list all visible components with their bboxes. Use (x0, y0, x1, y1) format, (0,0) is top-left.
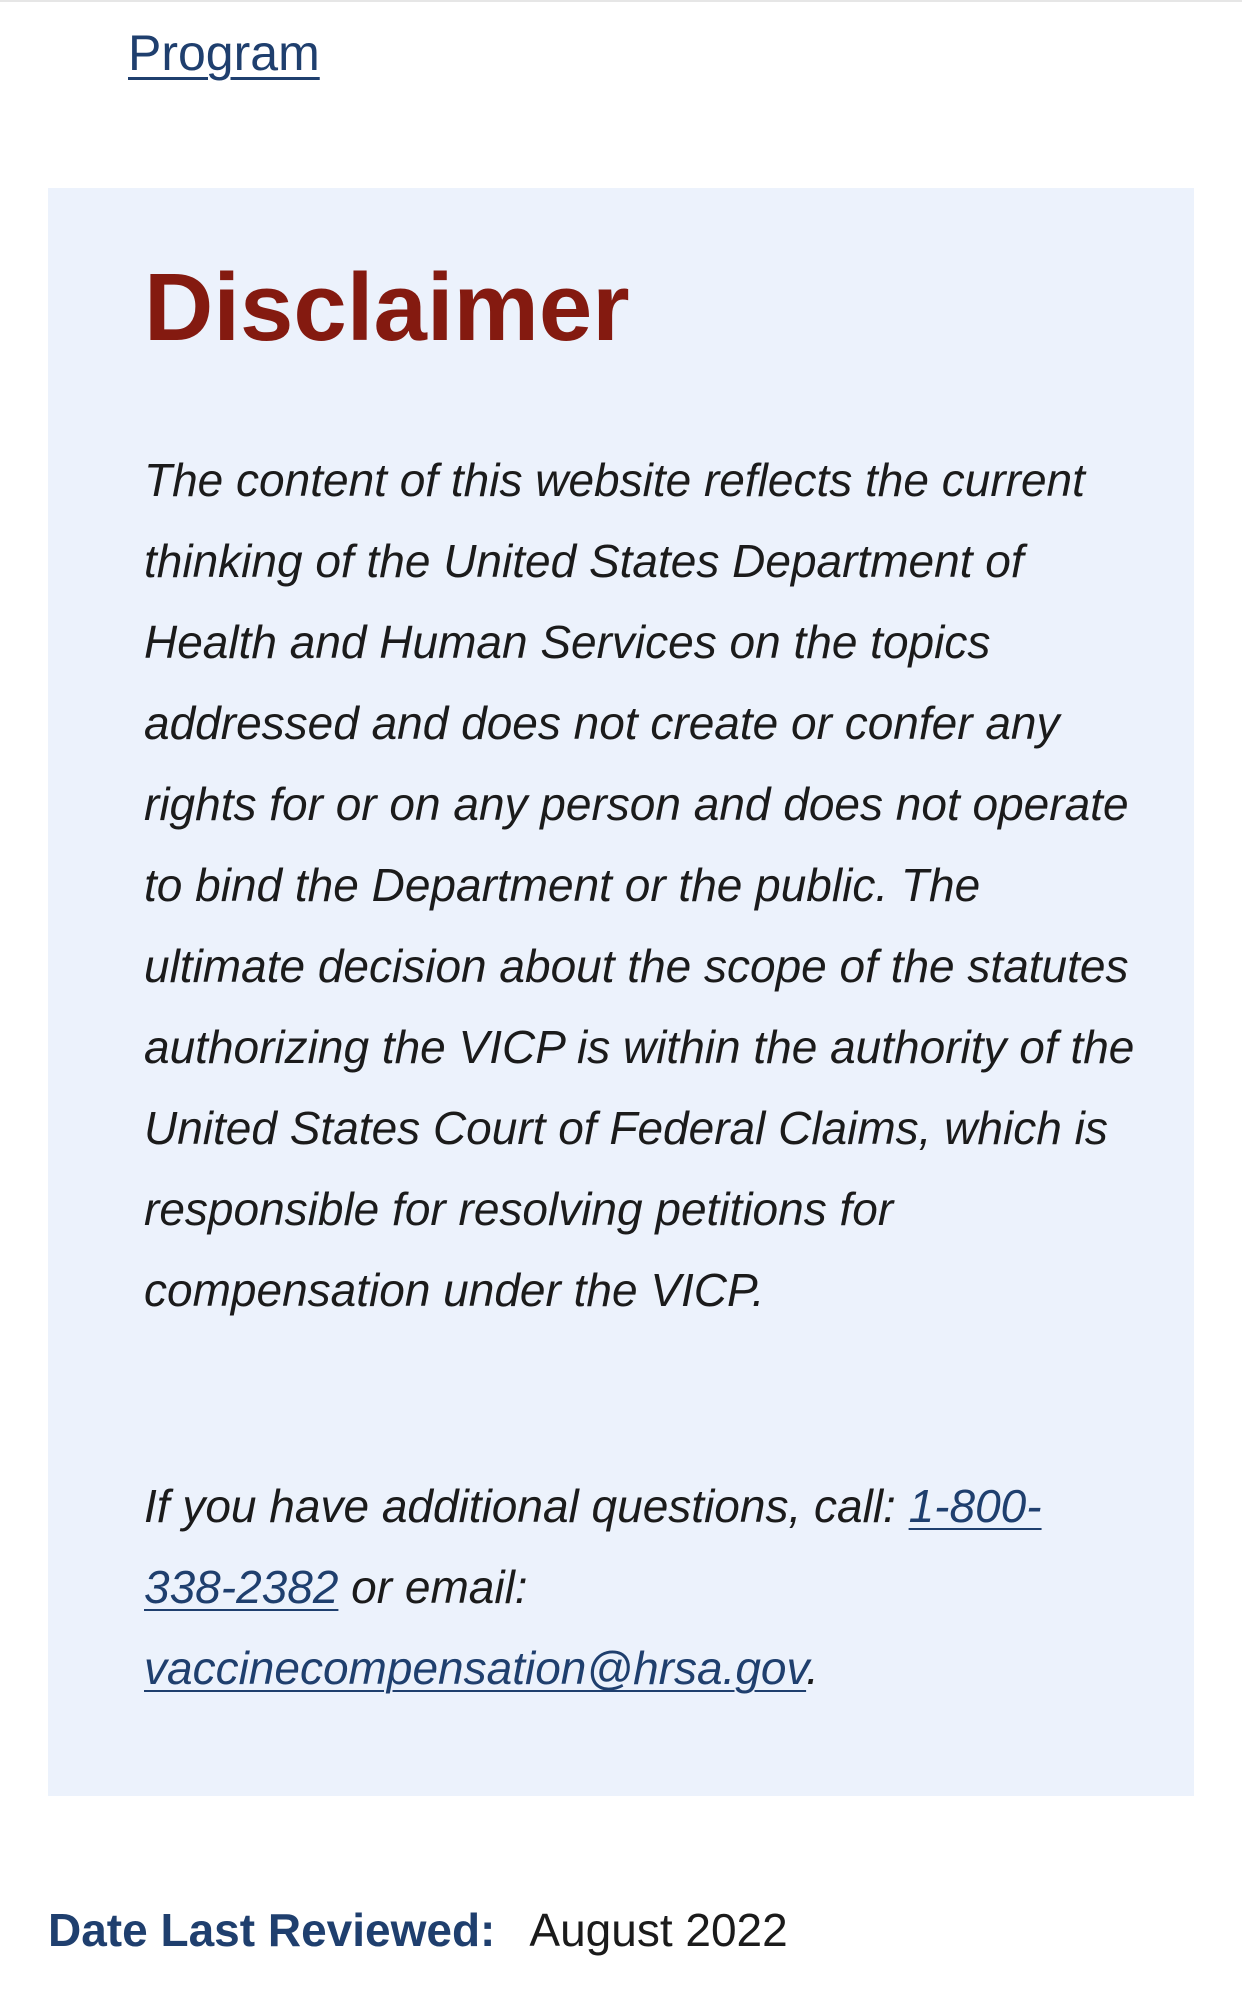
phone-link[interactable]: 1-800-338-2382 (144, 1480, 1042, 1613)
contact-prefix: If you have additional questions, call: (144, 1480, 909, 1532)
date-last-reviewed (48, 1900, 788, 1960)
disclaimer-box (48, 188, 1194, 1796)
contact-middle: or email: (338, 1561, 528, 1613)
review-date: August 2022 (529, 1904, 788, 1956)
disclaimer-text: The content of this website reflects the current thinking of the United States Department of Health and Human Services on the topics addressed and does not create or confer any rights for or on any person and does not operate to bind the Department or the public. The ultimate decision about the scope of the statutes authorizing the VICP is within the authority of the United States Court of Federal Claims, which is responsible for resolving petitions for compensation under the VICP. (144, 454, 1135, 1316)
review-label: Date Last Reviewed: (48, 1904, 496, 1956)
email-link[interactable]: vaccinecompensation@hrsa.gov (144, 1642, 807, 1694)
disclaimer-title: Disclaimer (144, 254, 630, 361)
program-link[interactable]: Program (128, 25, 320, 81)
contact-text (144, 1466, 1074, 1709)
contact-suffix: . (806, 1642, 819, 1694)
top-divider (0, 0, 1242, 2)
